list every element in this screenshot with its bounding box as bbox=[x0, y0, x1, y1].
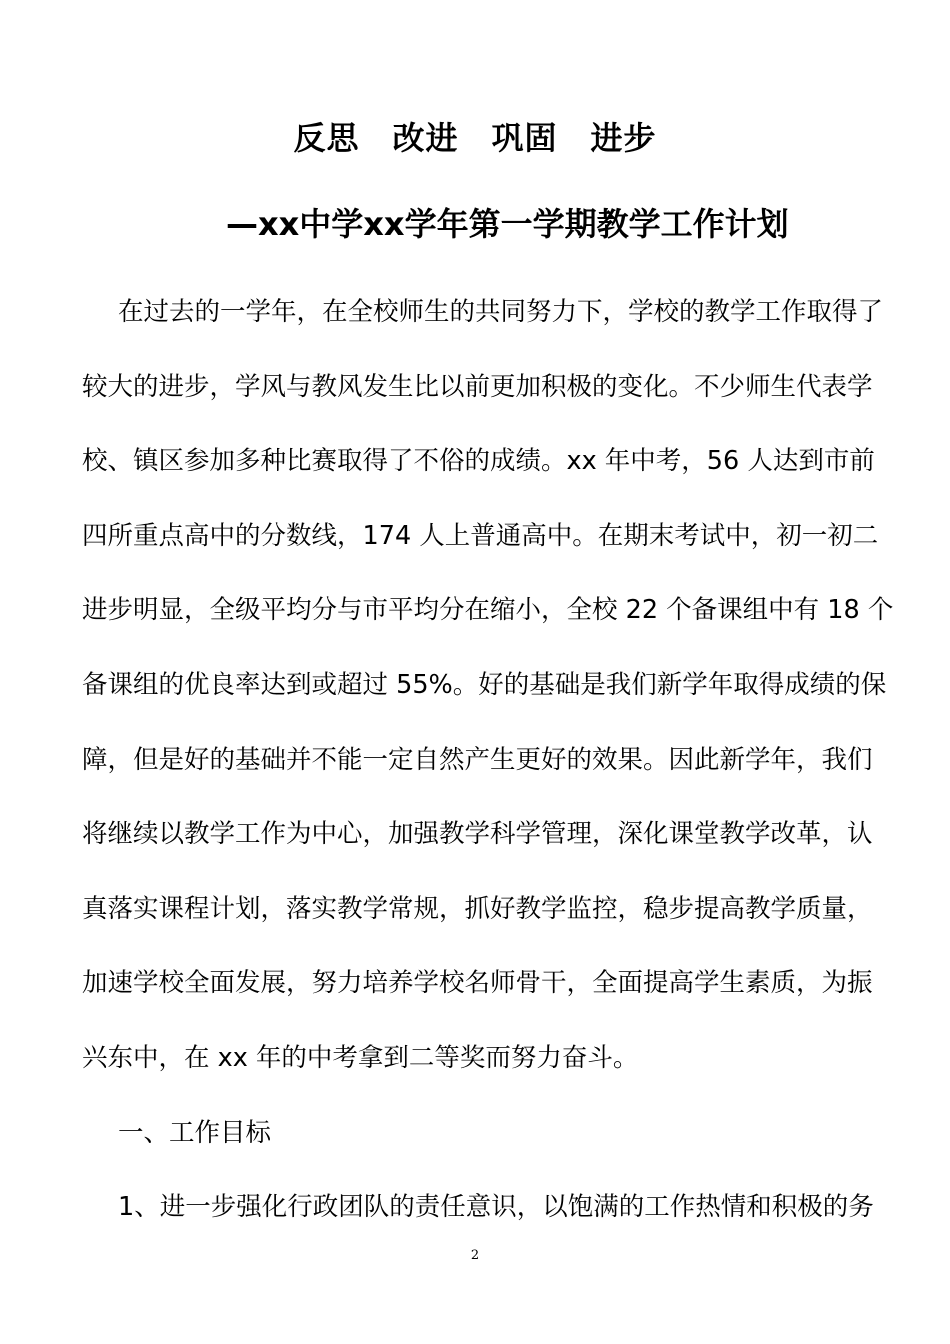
paragraph-line: 进步明显，全级平均分与市平均分在缩小，全校 22 个备课组中有 18 个 bbox=[82, 595, 894, 626]
paragraph-line: 在过去的一学年，在全校师生的共同努力下，学校的教学工作取得了 bbox=[118, 297, 884, 327]
list-item: 1、进一步强化行政团队的责任意识，以饱满的工作热情和积极的务 bbox=[118, 1192, 874, 1223]
paragraph-line: 较大的进步，学风与教风发生比以前更加积极的变化。不少师生代表学 bbox=[82, 371, 873, 402]
paragraph-line: 加速学校全面发展，努力培养学校名师骨干，全面提高学生素质，为振 bbox=[82, 968, 873, 999]
paragraph-line: 备课组的优良率达到或超过 55%。好的基础是我们新学年取得成绩的保 bbox=[82, 669, 887, 700]
paragraph-line: 真落实课程计划，落实教学常规，抓好教学监控，稳步提高教学质量， bbox=[82, 893, 873, 924]
page-number: 2 bbox=[470, 1248, 480, 1263]
document-body bbox=[82, 275, 894, 1245]
paragraph-line: 兴东中，在 xx 年的中考拿到二等奖而努力奋斗。 bbox=[82, 1042, 639, 1073]
section-heading: 一、工作目标 bbox=[118, 1117, 272, 1148]
paragraph-line: 障，但是好的基础并不能一定自然产生更好的效果。因此新学年，我们 bbox=[82, 744, 873, 775]
document-subtitle: —xx中学xx学年第一学期教学工作计划 bbox=[226, 205, 789, 243]
document-title: 反思 改进 巩固 进步 bbox=[293, 119, 657, 157]
paragraph-line: 校、镇区参加多种比赛取得了不俗的成绩。xx 年中考，56 人达到市前 bbox=[82, 446, 875, 477]
paragraph-line: 四所重点高中的分数线，174 人上普通高中。在期末考试中，初一初二 bbox=[82, 520, 879, 551]
paragraph-line: 将继续以教学工作为中心，加强教学科学管理，深化课堂教学改革，认 bbox=[82, 819, 873, 850]
